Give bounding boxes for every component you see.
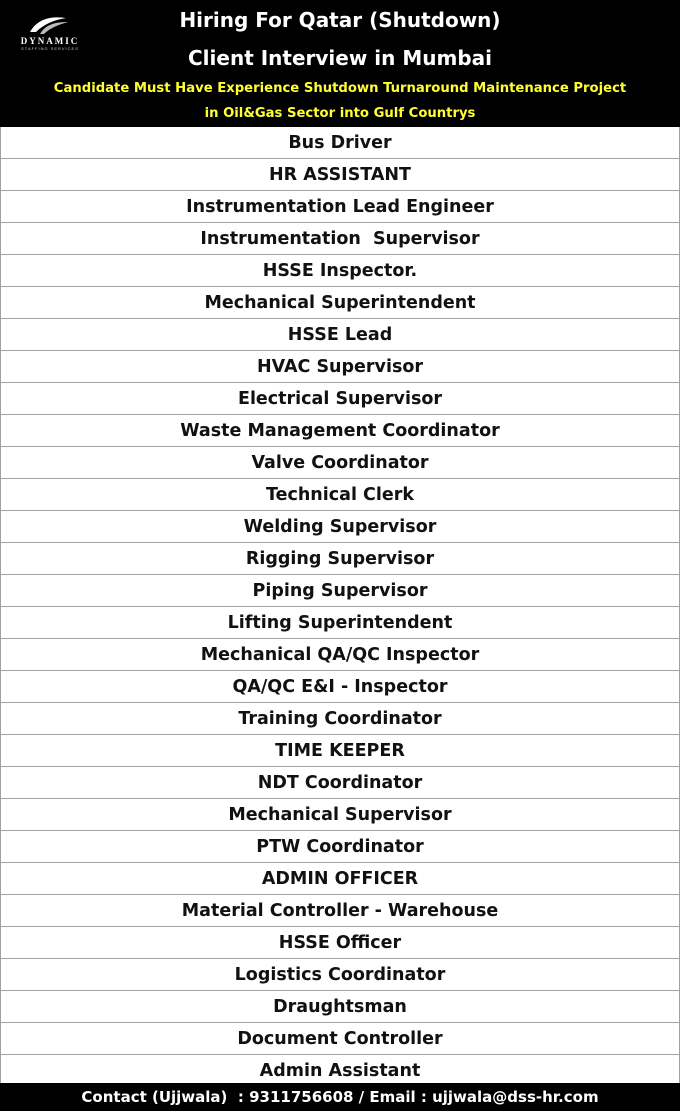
position-row: Admin Assistant xyxy=(1,1055,679,1087)
position-row: HSSE Officer xyxy=(1,927,679,959)
requirement-line-2: in Oil&Gas Sector into Gulf Countrys xyxy=(204,106,476,121)
position-row: QA/QC E&I - Inspector xyxy=(1,671,679,703)
position-row: NDT Coordinator xyxy=(1,767,679,799)
position-row: Mechanical QA/QC Inspector xyxy=(1,639,679,671)
position-row: Lifting Superintendent xyxy=(1,607,679,639)
position-row: HSSE Inspector. xyxy=(1,255,679,287)
position-row: Welding Supervisor xyxy=(1,511,679,543)
page-title: Hiring For Qatar (Shutdown) xyxy=(179,8,501,32)
position-row: Material Controller - Warehouse xyxy=(1,895,679,927)
position-row: Draughtsman xyxy=(1,991,679,1023)
position-row: TIME KEEPER xyxy=(1,735,679,767)
position-row: HR ASSISTANT xyxy=(1,159,679,191)
logo-wordmark: DYNAMIC xyxy=(20,36,80,46)
contact-footer: Contact (Ujjwala) : 9311756608 / Email : ujjwala@dss-hr.com xyxy=(0,1083,680,1111)
position-row: Logistics Coordinator xyxy=(1,959,679,991)
position-list xyxy=(0,127,680,1087)
position-row: HSSE Lead xyxy=(1,319,679,351)
position-row: Valve Coordinator xyxy=(1,447,679,479)
position-row: Document Controller xyxy=(1,1023,679,1055)
position-row: Piping Supervisor xyxy=(1,575,679,607)
header-banner xyxy=(0,0,680,127)
logo-tagline: STAFFING SERVICES xyxy=(21,46,79,51)
position-row: Technical Clerk xyxy=(1,479,679,511)
position-row: Electrical Supervisor xyxy=(1,383,679,415)
position-row: Bus Driver xyxy=(1,127,679,159)
position-row: Mechanical Supervisor xyxy=(1,799,679,831)
position-row: Rigging Supervisor xyxy=(1,543,679,575)
position-row: Mechanical Superintendent xyxy=(1,287,679,319)
position-row: Instrumentation Supervisor xyxy=(1,223,679,255)
position-row: PTW Coordinator xyxy=(1,831,679,863)
page-subtitle: Client Interview in Mumbai xyxy=(188,46,492,70)
position-row: ADMIN OFFICER xyxy=(1,863,679,895)
position-row: HVAC Supervisor xyxy=(1,351,679,383)
position-row: Waste Management Coordinator xyxy=(1,415,679,447)
requirement-line-1: Candidate Must Have Experience Shutdown Turnaround Maintenance Project xyxy=(53,81,627,96)
position-row: Instrumentation Lead Engineer xyxy=(1,191,679,223)
position-row: Training Coordinator xyxy=(1,703,679,735)
